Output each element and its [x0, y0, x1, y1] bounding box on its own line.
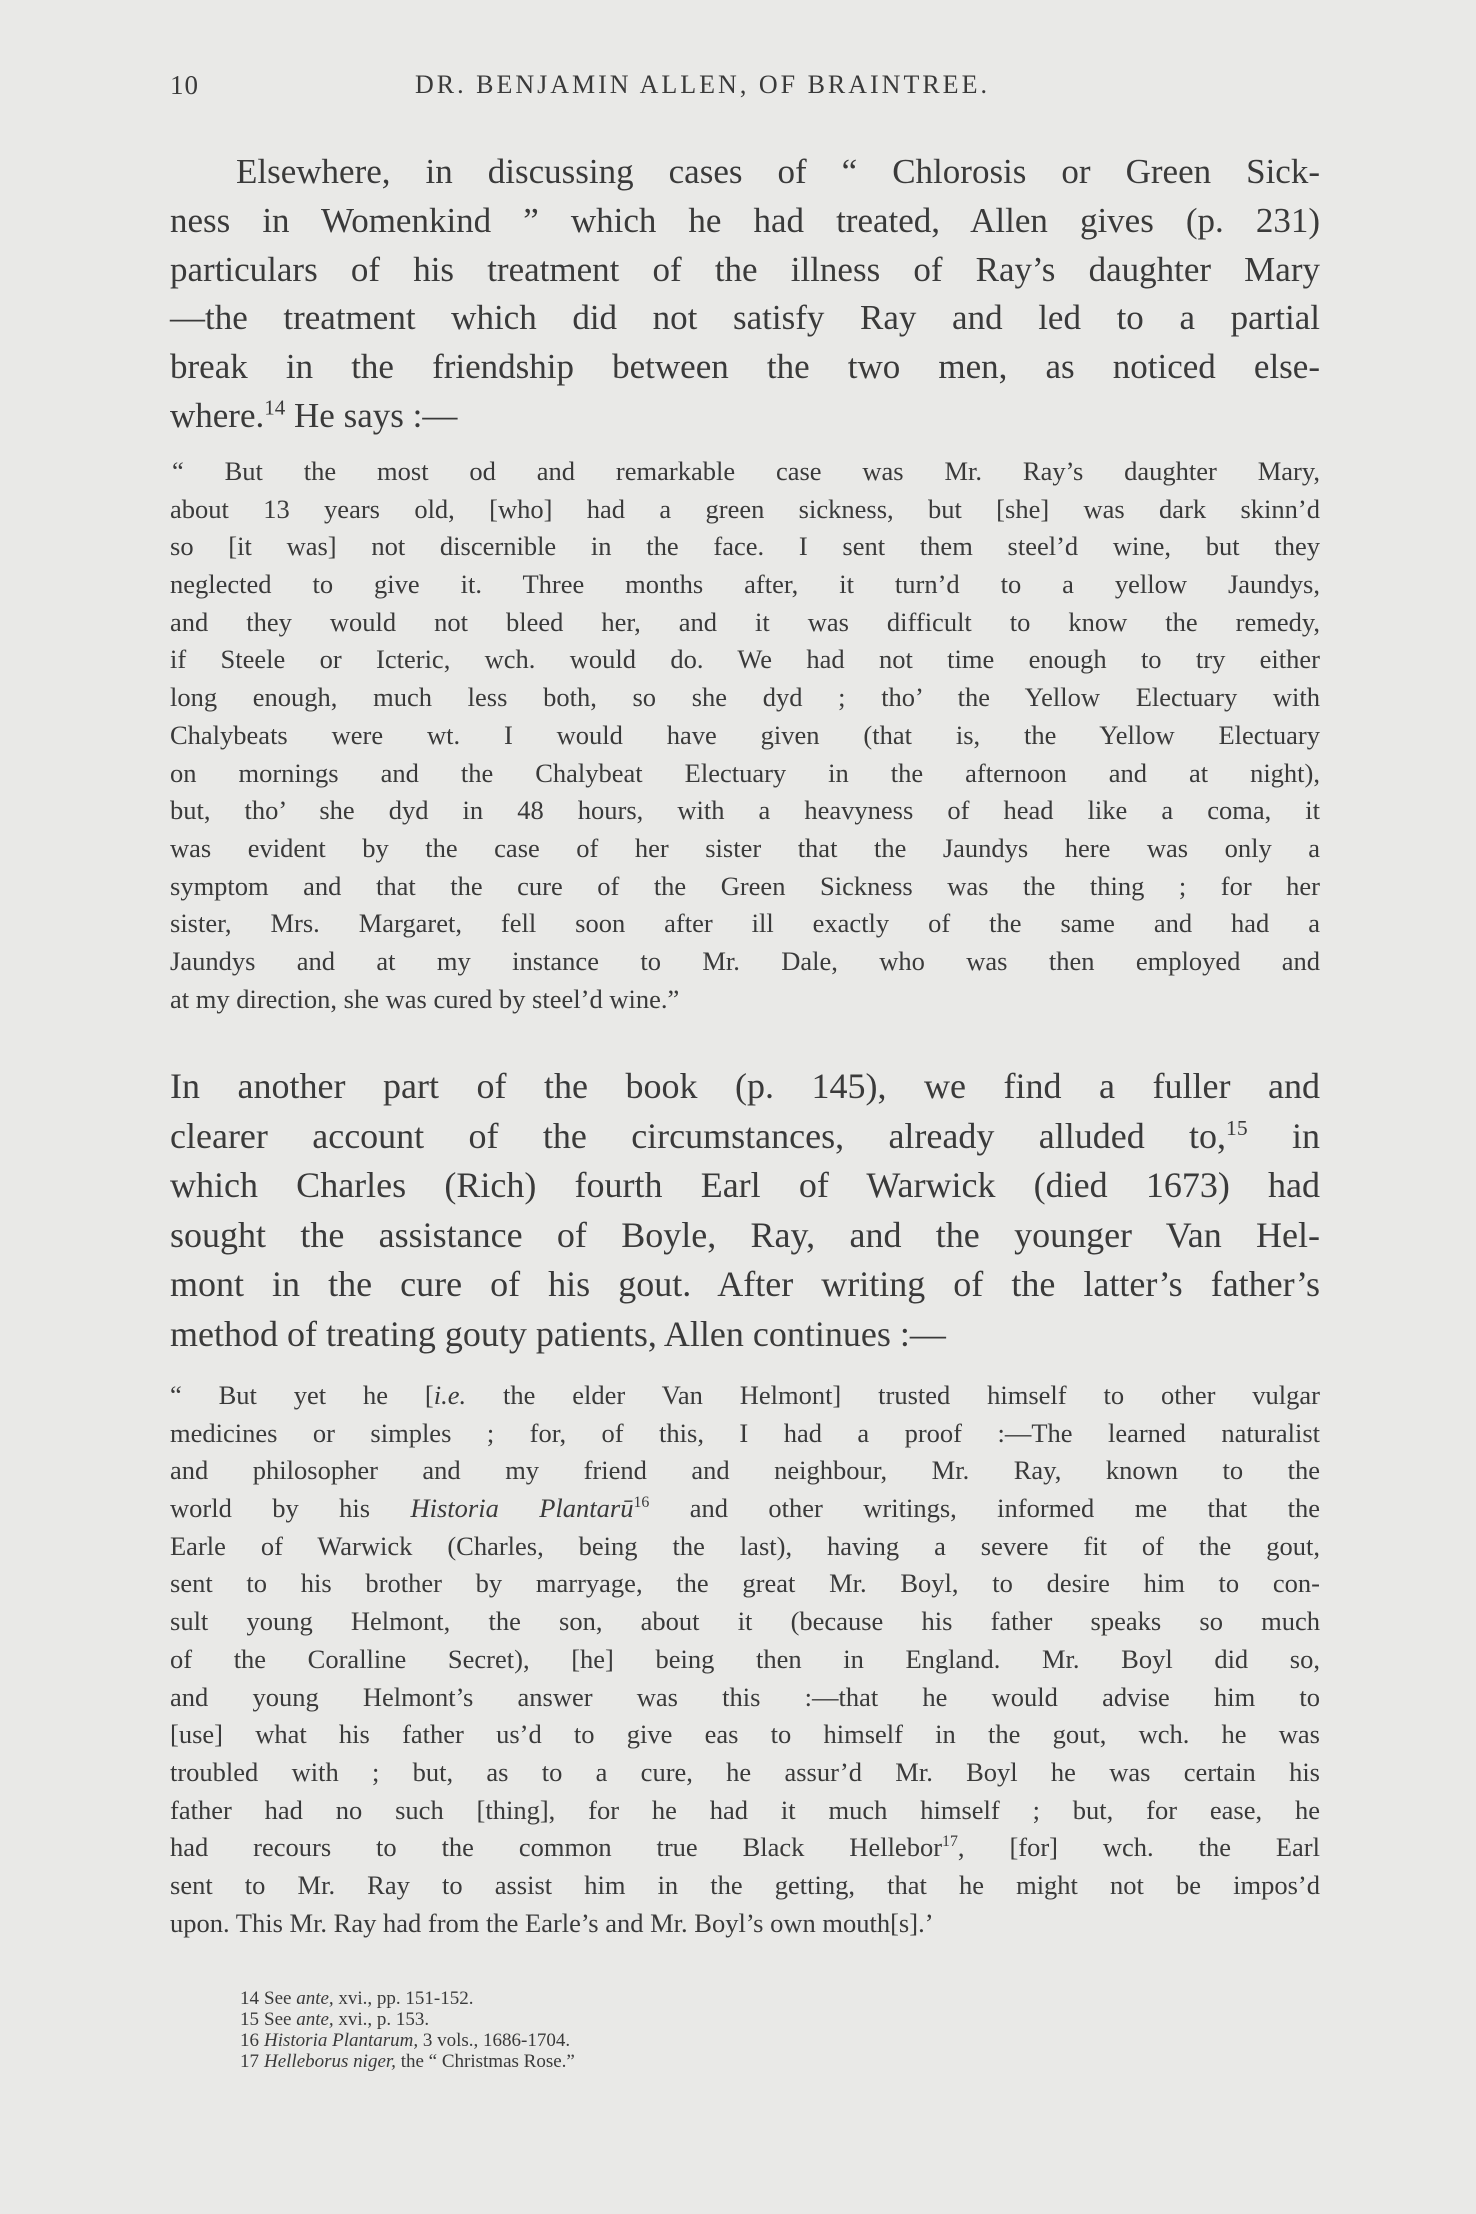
- paragraph-warwick: [170, 1062, 1320, 1359]
- text-line: where.$^{14}$ He says :—: [170, 395, 458, 435]
- footnote: 16 Historia Plantarum, 3 vols., 1686-1704.: [240, 2030, 571, 2051]
- quote-line: long enough, much less both, so she dyd ; tho’ the Yellow Electuary with: [170, 682, 1320, 713]
- footnote-ref: 14: [264, 395, 286, 420]
- footnote: 14 See ante, xvi., pp. 151-152.: [240, 1988, 474, 2009]
- quote-line: if Steele or Icteric, wch. would do. We had not time enough to try either: [170, 644, 1320, 675]
- quote-line: and philosopher and my friend and neighbour, Mr. Ray, known to the: [170, 1455, 1320, 1486]
- text-line: —the treatment which did not satisfy Ray and led to a partial: [170, 298, 1320, 338]
- running-head: DR. BENJAMIN ALLEN, OF BRAINTREE.: [415, 70, 990, 99]
- quote-line: had recours to the common true Black Hellebor$^{17}$, [for] wch. the Earl: [170, 1832, 1320, 1863]
- quote-line: “ But yet he [i.e. the elder Van Helmont] trusted himself to other vulgar: [170, 1380, 1320, 1410]
- footnote-ref: 17: [942, 1833, 958, 1851]
- quote-line: Chalybeats were wt. I would have given (that is, the Yellow Electuary: [170, 719, 1320, 750]
- footnote: 17 Helleborus niger, the “ Christmas Rose.”: [240, 2051, 575, 2072]
- text-line: mont in the cure of his gout. After writing of the latter’s father’s: [170, 1264, 1320, 1304]
- quote-line: symptom and that the cure of the Green Sickness was the thing ; for her: [170, 870, 1320, 901]
- quote-line: sent to Mr. Ray to assist him in the getting, that he might not be impos’d: [170, 1869, 1320, 1900]
- footnote: 15 See ante, xvi., p. 153.: [240, 2009, 430, 2030]
- quote-line: sent to his brother by marryage, the great Mr. Boyl, to desire him to con-: [170, 1568, 1320, 1599]
- text-line: particulars of his treatment of the illness of Ray’s daughter Mary: [170, 249, 1320, 289]
- text-line: Elsewhere, in discussing cases of “ Chlorosis or Green Sick-: [236, 152, 1320, 191]
- quotation-ray-daughter: [170, 453, 1320, 1018]
- quote-line: and they would not bleed her, and it was difficult to know the remedy,: [170, 606, 1320, 637]
- text-line: sought the assistance of Boyle, Ray, and the younger Van Hel-: [170, 1214, 1320, 1255]
- text-line: ness in Womenkind ” which he had treated, Allen gives (p. 231): [170, 200, 1320, 240]
- page-header: [170, 70, 1320, 110]
- quote-line: and young Helmont’s answer was this :—that he would advise him to: [170, 1681, 1320, 1712]
- quote-line: father had no such [thing], for he had it much himself ; but, for ease, he: [170, 1794, 1320, 1825]
- quote-line: of the Coralline Secret), [he] being then in England. Mr. Boyl did so,: [170, 1643, 1320, 1674]
- quote-line: sister, Mrs. Margaret, fell soon after ill exactly of the same and had a: [170, 908, 1320, 939]
- quote-line: [use] what his father us’d to give eas to himself in the gout, wch. he was: [170, 1719, 1320, 1750]
- quote-line: so [it was] not discernible in the face. I sent them steel’d wine, but they: [170, 531, 1320, 562]
- quote-line: Earle of Warwick (Charles, being the last), having a severe fit of the gout,: [170, 1530, 1320, 1561]
- quote-line: Jaundys and at my instance to Mr. Dale, who was then employed and: [170, 945, 1320, 976]
- footnote-ref: 16: [633, 1494, 650, 1512]
- text-line: break in the friendship between the two men, as noticed else-: [170, 347, 1320, 387]
- quote-line: world by his Historia Plantarū$^{16}$ and other writings, informed me that the: [170, 1493, 1320, 1524]
- quote-line: neglected to give it. Three months after, it turn’d to a yellow Jaundys,: [170, 569, 1320, 600]
- quote-line: on mornings and the Chalybeat Electuary in the afternoon and at night),: [170, 757, 1320, 788]
- footnotes: [240, 1988, 1000, 2072]
- text-line: In another part of the book (p. 145), we find a fuller and: [170, 1066, 1320, 1106]
- text-line: which Charles (Rich) fourth Earl of Warwick (died 1673) had: [170, 1165, 1320, 1205]
- quote-line: medicines or simples ; for, of this, I had a proof :—The learned naturalist: [170, 1417, 1320, 1448]
- page-number: 10: [170, 70, 199, 100]
- quote-line: troubled with ; but, as to a cure, he assur’d Mr. Boyl he was certain his: [170, 1756, 1320, 1787]
- quote-line: at my direction, she was cured by steel’d wine.”: [170, 983, 680, 1014]
- quotation-van-helmont: [170, 1377, 1320, 1942]
- paragraph-chlorosis: [170, 148, 1320, 441]
- quote-line: was evident by the case of her sister that the Jaundys here was only a: [170, 832, 1320, 863]
- text-line: method of treating gouty patients, Allen continues :—: [170, 1313, 946, 1354]
- quote-line: sult young Helmont, the son, about it (because his father speaks so much: [170, 1606, 1320, 1637]
- footnote-ref: 15: [1226, 1115, 1248, 1140]
- text-line: clearer account of the circumstances, already alluded to,$^{15}$ in: [170, 1115, 1320, 1156]
- quote-line: “ But the most od and remarkable case was Mr. Ray’s daughter Mary,: [172, 456, 1320, 486]
- quote-line: upon. This Mr. Ray had from the Earle’s and Mr. Boyl’s own mouth[s].’: [170, 1907, 934, 1938]
- quote-line: about 13 years old, [who] had a green sickness, but [she] was dark skinn’d: [170, 493, 1320, 524]
- quote-line: but, tho’ she dyd in 48 hours, with a heavyness of head like a coma, it: [170, 795, 1320, 826]
